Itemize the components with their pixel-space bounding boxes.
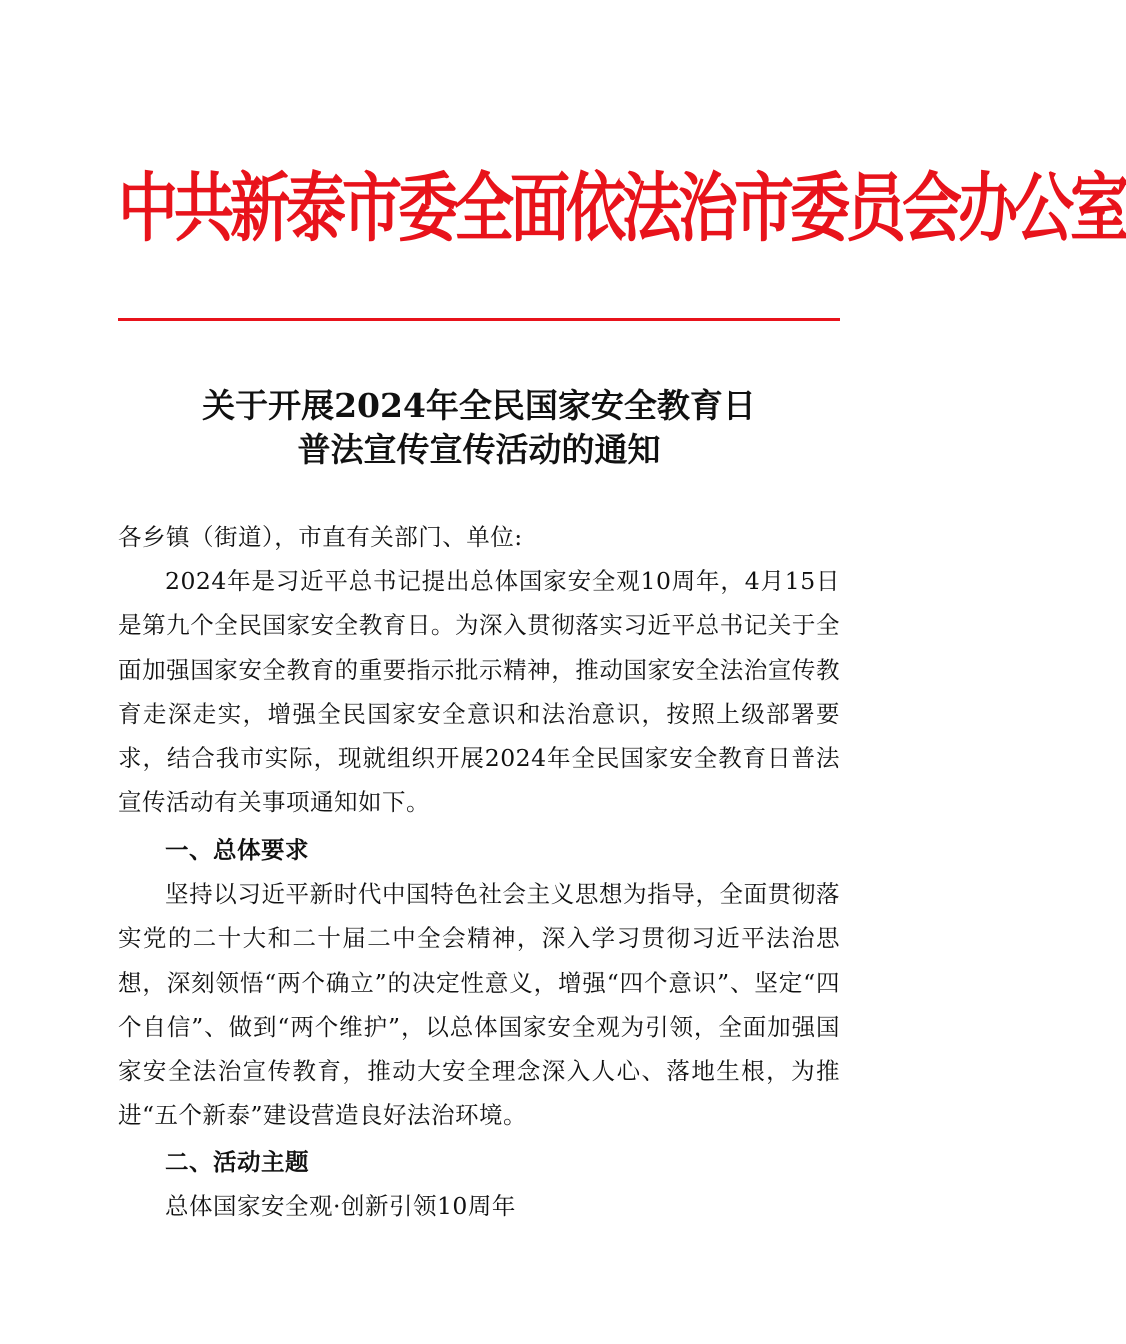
section-heading-general-requirements: 一、总体要求 [165,836,309,864]
issuing-organization-header: 中共新泰市委全面依法治市委员会办公室 [118,165,1126,253]
paragraph-intro: 2024年是习近平总书记提出总体国家安全观10周年，4月15日是第九个全民国家安全教育日。为深入贯彻落实习近平总书记关于全面加强国家安全教育的重要指示批示精神，推动国家安全法治宣传教育走深走实，增强全民国家安全意识和法治意识，按照上级部署要求，结合我市实际，现就组织开展2024年全民国家安全教育日普法宣传活动有关事项通知如下。 [118,567,840,817]
paragraph-activity-theme: 总体国家安全观·创新引领10周年 [165,1192,516,1220]
document-title-line-2: 普法宣传宣传活动的通知 [297,430,661,469]
section-heading-activity-theme: 二、活动主题 [165,1148,309,1176]
salutation: 各乡镇（街道），市直有关部门、单位: [118,523,523,551]
document-title-line-1: 关于开展2024年全民国家安全教育日 [202,386,756,425]
red-separator-line [118,318,840,321]
paragraph-general-requirements: 坚持以习近平新时代中国特色社会主义思想为指导，全面贯彻落实党的二十大和二十届二中全会精神，深入学习贯彻习近平法治思想，深刻领悟“两个确立”的决定性意义，增强“四个意识”、坚定“四个自信”、做到“两个维护”，以总体国家安全观为引领，全面加强国家安全法治宣传教育，推动大安全理念深入人心、落地生根，为推进“五个新泰”建设营造良好法治环境。 [118,880,840,1130]
